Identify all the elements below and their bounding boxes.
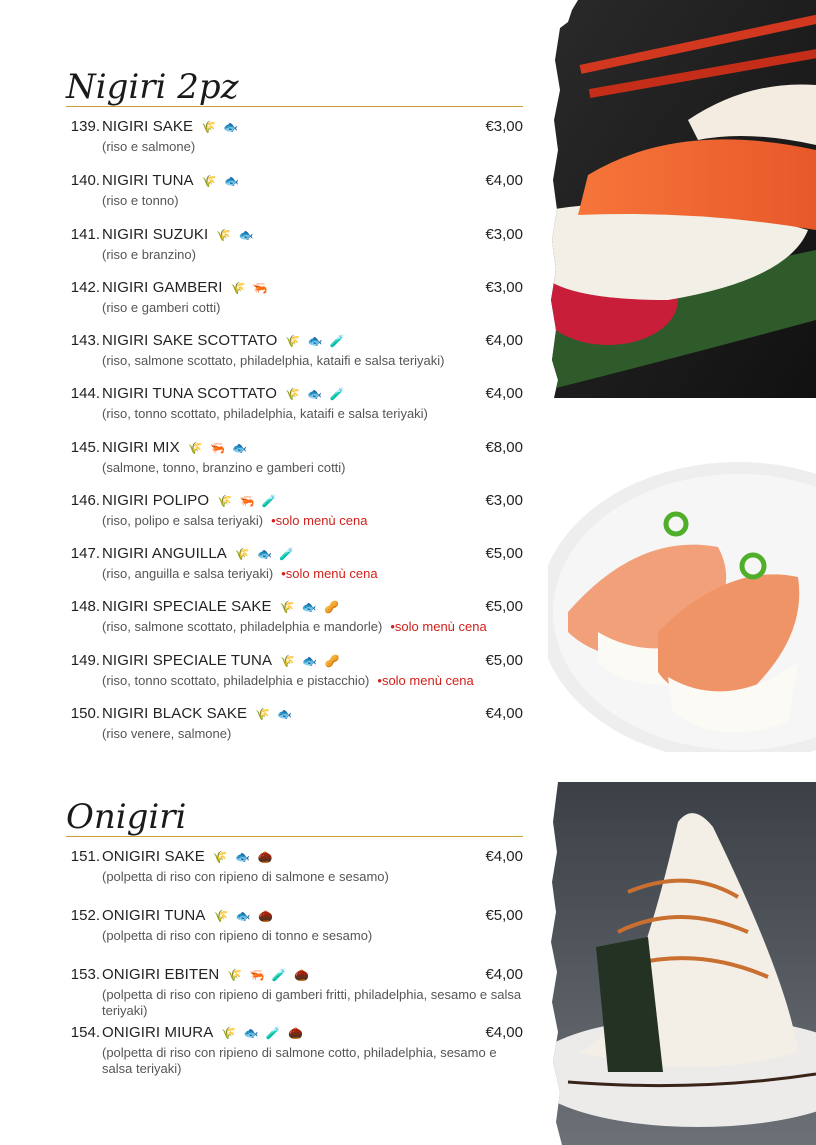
menu-item [66, 332, 523, 369]
menu-item [66, 118, 523, 155]
item-price: €4,00 [485, 705, 523, 722]
item-ingredients: (polpetta di riso con ripieno di tonno e sesamo) [102, 928, 373, 943]
item-description [102, 247, 523, 263]
item-price: €5,00 [485, 907, 523, 924]
onigiri-section-title: Onigiri [66, 798, 523, 837]
item-ingredients: (riso, tonno scottato, philadelphia, kataifi e salsa teriyaki) [102, 406, 428, 421]
item-price: €4,00 [485, 332, 523, 349]
item-ingredients: (riso, polipo e salsa teriyaki) [102, 513, 264, 528]
item-name: NIGIRI TUNA SCOTTATO [102, 385, 278, 402]
item-name: ONIGIRI SAKE [102, 848, 205, 865]
item-number: 149. [70, 652, 100, 669]
menu-item [66, 439, 523, 476]
menu-item [66, 545, 523, 582]
item-number: 154. [70, 1024, 100, 1041]
item-name: NIGIRI SUZUKI [102, 226, 209, 243]
allergen-icons: 🌾 🐟 🧪 [285, 334, 347, 348]
item-ingredients: (salmone, tonno, branzino e gamberi cotti) [102, 460, 346, 475]
item-price: €8,00 [485, 439, 523, 456]
nigiri-photo [548, 0, 816, 398]
item-description [102, 193, 523, 209]
nigiri-section-title: Nigiri 2pz [66, 68, 523, 107]
item-description [102, 1045, 523, 1077]
item-price: €5,00 [485, 652, 523, 669]
item-number: 139. [70, 118, 100, 135]
item-description [102, 987, 523, 1019]
seared-nigiri-photo [548, 462, 816, 752]
item-price: €3,00 [485, 492, 523, 509]
item-name: NIGIRI BLACK SAKE [102, 705, 248, 722]
item-name: NIGIRI SAKE SCOTTATO [102, 332, 278, 349]
item-number: 142. [70, 279, 100, 296]
item-price: €5,00 [485, 545, 523, 562]
item-name: ONIGIRI EBITEN [102, 966, 220, 983]
item-number: 140. [70, 172, 100, 189]
allergen-icons: 🌾 🦐 [230, 281, 270, 295]
item-name: NIGIRI SPECIALE SAKE [102, 598, 272, 615]
item-ingredients: (riso e salmone) [102, 139, 196, 154]
menu-item [66, 705, 523, 742]
item-price: €3,00 [485, 279, 523, 296]
allergen-icons: 🌾 🐟 [201, 120, 241, 134]
item-number: 144. [70, 385, 100, 402]
item-description [102, 300, 523, 316]
item-price: €4,00 [485, 385, 523, 402]
item-description [102, 406, 523, 422]
item-ingredients: (polpetta di riso con ripieno di salmone cotto, philadelphia, sesamo e salsa teriyaki) [102, 1045, 497, 1076]
item-ingredients: (riso, tonno scottato, philadelphia e pistacchio) [102, 673, 370, 688]
allergen-icons: 🌾 🦐 🐟 [187, 441, 250, 455]
allergen-icons: 🌾 🐟 🥜 [279, 600, 342, 614]
item-name: NIGIRI SAKE [102, 118, 194, 135]
item-ingredients: (polpetta di riso con ripieno di gamberi fritti, philadelphia, sesamo e salsa teriyaki) [102, 987, 522, 1018]
item-number: 141. [70, 226, 100, 243]
item-description [102, 513, 523, 529]
dinner-only-note: •solo menù cena [377, 673, 474, 688]
item-name: ONIGIRI MIURA [102, 1024, 214, 1041]
item-name: NIGIRI GAMBERI [102, 279, 223, 296]
item-name: NIGIRI TUNA [102, 172, 194, 189]
item-ingredients: (riso e branzino) [102, 247, 196, 262]
dinner-only-note: •solo menù cena [281, 566, 378, 581]
item-description [102, 673, 523, 689]
menu-item [66, 907, 523, 944]
item-ingredients: (riso, salmone scottato, philadelphia e mandorle) [102, 619, 383, 634]
allergen-icons: 🌾 🐟 🥜 [280, 654, 342, 668]
allergen-icons: 🌾 🐟 [216, 228, 256, 242]
menu-item [66, 598, 523, 635]
allergen-icons: 🌾 🦐 🧪 🌰 [227, 968, 312, 982]
menu-item [66, 652, 523, 689]
item-description [102, 460, 523, 476]
allergen-icons: 🌾 🐟 🌰 [213, 909, 275, 923]
menu-item [66, 966, 523, 1019]
item-number: 152. [70, 907, 100, 924]
item-number: 147. [70, 545, 100, 562]
allergen-icons: 🌾 🦐 🧪 [217, 494, 279, 508]
item-ingredients: (polpetta di riso con ripieno di salmone e sesamo) [102, 869, 389, 884]
menu-item [66, 385, 523, 422]
item-name: NIGIRI MIX [102, 439, 180, 456]
item-name: NIGIRI POLIPO [102, 492, 210, 509]
item-name: ONIGIRI TUNA [102, 907, 206, 924]
onigiri-photo [548, 782, 816, 1145]
dinner-only-note: •solo menù cena [390, 619, 487, 634]
menu-item [66, 226, 523, 263]
item-name: NIGIRI ANGUILLA [102, 545, 227, 562]
item-description [102, 869, 523, 885]
allergen-icons: 🌾 🐟 🧪 [234, 547, 297, 561]
item-number: 146. [70, 492, 100, 509]
item-description [102, 139, 523, 155]
item-description [102, 726, 523, 742]
item-number: 143. [70, 332, 100, 349]
item-ingredients: (riso e tonno) [102, 193, 179, 208]
item-price: €4,00 [485, 848, 523, 865]
item-price: €5,00 [485, 598, 523, 615]
item-number: 148. [70, 598, 100, 615]
menu-item [66, 279, 523, 316]
item-price: €4,00 [485, 966, 523, 983]
menu-item [66, 1024, 523, 1077]
menu-item [66, 172, 523, 209]
item-description [102, 928, 523, 944]
allergen-icons: 🌾 🐟 🧪 🌰 [221, 1026, 306, 1040]
menu-item [66, 492, 523, 529]
item-ingredients: (riso venere, salmone) [102, 726, 232, 741]
allergen-icons: 🌾 🐟 [201, 174, 241, 188]
item-ingredients: (riso, anguilla e salsa teriyaki) [102, 566, 274, 581]
item-description [102, 353, 523, 369]
item-number: 145. [70, 439, 100, 456]
item-number: 151. [70, 848, 100, 865]
item-number: 153. [70, 966, 100, 983]
item-description [102, 619, 523, 635]
item-price: €3,00 [485, 226, 523, 243]
item-ingredients: (riso, salmone scottato, philadelphia, kataifi e salsa teriyaki) [102, 353, 445, 368]
menu-item [66, 848, 523, 885]
item-price: €4,00 [485, 172, 523, 189]
item-name: NIGIRI SPECIALE TUNA [102, 652, 273, 669]
item-price: €3,00 [485, 118, 523, 135]
item-description [102, 566, 523, 582]
item-ingredients: (riso e gamberi cotti) [102, 300, 221, 315]
dinner-only-note: •solo menù cena [271, 513, 368, 528]
item-price: €4,00 [485, 1024, 523, 1041]
allergen-icons: 🌾 🐟 [255, 707, 295, 721]
item-number: 150. [70, 705, 100, 722]
allergen-icons: 🌾 🐟 🧪 [285, 387, 347, 401]
allergen-icons: 🌾 🐟 🌰 [212, 850, 275, 864]
